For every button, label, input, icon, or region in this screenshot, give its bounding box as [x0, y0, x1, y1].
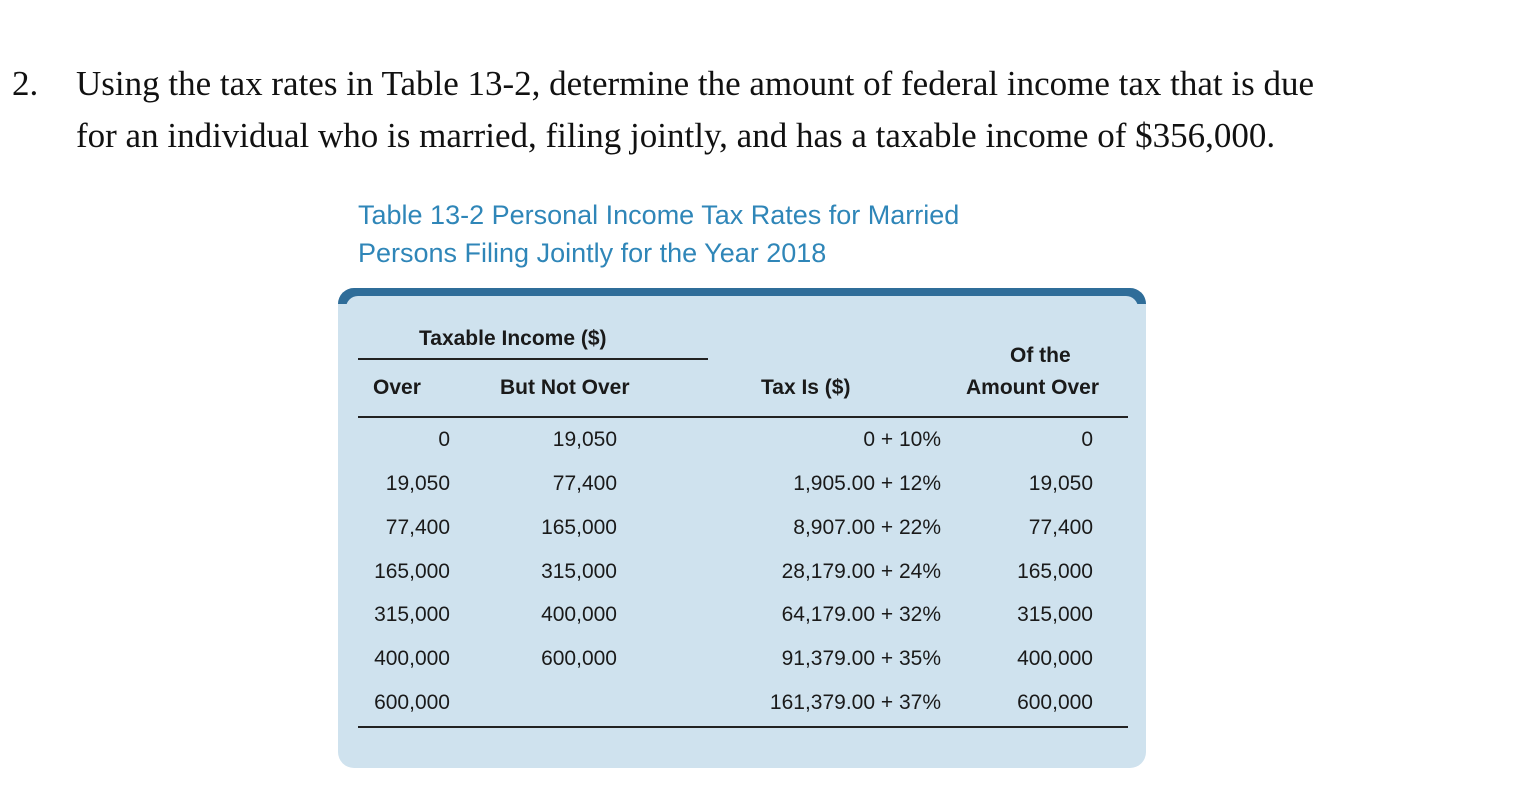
- cell-over: 315,000: [374, 603, 450, 626]
- cell-amount-over: 600,000: [1017, 691, 1093, 714]
- cell-amount-over: 315,000: [1017, 603, 1093, 626]
- cell-tax-is: 91,379.00 + 35%: [781, 647, 941, 670]
- cell-tax-is: 64,179.00 + 32%: [781, 603, 941, 626]
- cell-over: 165,000: [374, 560, 450, 583]
- cell-over: 0: [438, 428, 450, 451]
- cell-amount-over: 77,400: [1028, 516, 1093, 539]
- cell-over: 19,050: [385, 472, 450, 495]
- cell-tax-is: 0 + 10%: [863, 428, 941, 451]
- header-tax-is: Tax Is ($): [761, 376, 851, 399]
- table-caption-line-2: Persons Filing Jointly for the Year 2018: [358, 238, 827, 268]
- group-header-rule: [358, 358, 708, 360]
- question-number: 2.: [12, 64, 39, 103]
- cell-amount-over: 19,050: [1028, 472, 1093, 495]
- cell-amount-over: 400,000: [1017, 647, 1093, 670]
- table-bottom-rule: [358, 726, 1128, 728]
- header-but-not-over: But Not Over: [500, 376, 630, 399]
- header-over: Over: [373, 376, 421, 399]
- header-of-the: Of the: [1010, 344, 1071, 367]
- cell-but-not-over: 315,000: [541, 560, 617, 583]
- header-amount-over: Amount Over: [966, 376, 1100, 399]
- cell-tax-is: 8,907.00 + 22%: [793, 516, 941, 539]
- header-taxable-income: Taxable Income ($): [419, 327, 607, 350]
- cell-tax-is: 161,379.00 + 37%: [769, 691, 941, 714]
- question-line-2: for an individual who is married, filing jointly, and has a taxable income of $356,000.: [76, 116, 1276, 155]
- cell-amount-over: 0: [1081, 428, 1093, 451]
- header-bottom-rule: [358, 416, 1128, 418]
- table-caption-line-1: Table 13-2 Personal Income Tax Rates for Married: [358, 200, 960, 230]
- cell-but-not-over: 400,000: [541, 603, 617, 626]
- question-line-1: Using the tax rates in Table 13-2, determine the amount of federal income tax that is due: [76, 64, 1315, 103]
- cell-but-not-over: 165,000: [541, 516, 617, 539]
- cell-over: 77,400: [385, 516, 450, 539]
- cell-over: 400,000: [374, 647, 450, 670]
- cell-but-not-over: 19,050: [552, 428, 617, 451]
- cell-over: 600,000: [374, 691, 450, 714]
- cell-amount-over: 165,000: [1017, 560, 1093, 583]
- cell-tax-is: 28,179.00 + 24%: [781, 560, 941, 583]
- cell-tax-is: 1,905.00 + 12%: [793, 472, 941, 495]
- cell-but-not-over: 77,400: [552, 472, 617, 495]
- cell-but-not-over: 600,000: [541, 647, 617, 670]
